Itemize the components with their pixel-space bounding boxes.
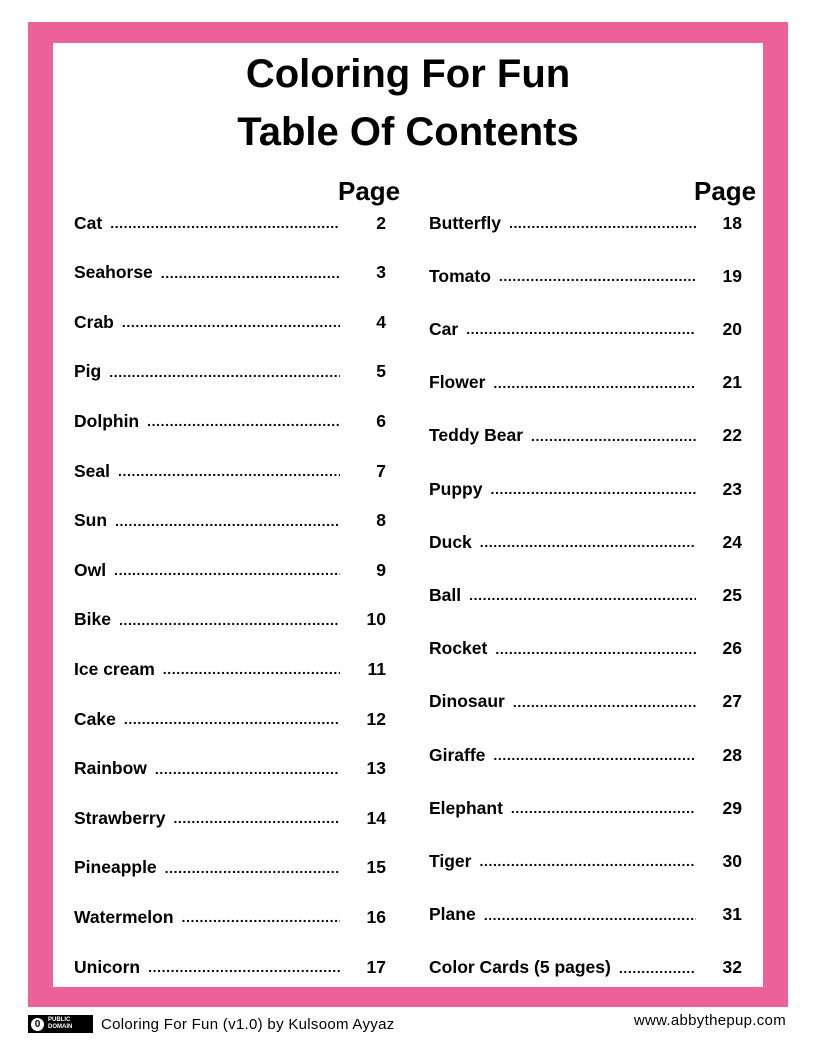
toc-entry [74,558,386,582]
public-domain-text: PUBLIC DOMAIN [48,1017,73,1030]
toc-entry-label: Flower [429,372,486,393]
toc-leader-dots [619,956,696,980]
toc-entry [74,955,386,979]
toc-leader-dots [147,409,340,433]
toc-entry [429,796,742,820]
toc-entry-label: Elephant [429,797,503,818]
toc-entry-page: 6 [376,410,386,431]
toc-leader-dots [182,905,340,929]
toc-entry-page: 7 [376,460,386,481]
title-line-1: Coloring For Fun [245,52,571,96]
toc-leader-dots [122,310,340,334]
toc-entry [429,637,742,661]
toc-entry-page: 22 [722,425,742,446]
toc-entry [429,956,742,980]
toc-leader-dots [479,849,696,873]
toc-leader-dots [155,757,340,781]
toc-entry [74,856,386,880]
toc-entry-page: 31 [722,904,742,925]
toc-entry-label: Rocket [429,638,488,659]
toc-entry-page: 17 [366,956,386,977]
toc-leader-dots [114,558,340,582]
toc-entry-page: 13 [366,758,386,779]
toc-leader-dots [495,637,696,661]
toc-entry-label: Ball [429,584,462,605]
toc-entry-label: Owl [74,559,107,580]
footer-credit: Coloring For Fun (v1.0) by Kulsoom Ayyaz [101,1015,395,1033]
toc-entry-label: Ice cream [74,658,155,679]
toc-entry-label: Bike [74,609,111,630]
footer-website: www.abbythepup.com [633,1012,786,1029]
toc-entry-label: Rainbow [74,758,147,779]
toc-entry [429,690,742,714]
toc-leader-dots [513,690,696,714]
toc-entry [429,530,742,554]
toc-entry-label: Tomato [429,265,491,286]
footer-credit-area [28,1014,395,1034]
toc-entry-page: 8 [376,510,386,531]
toc-entry-page: 12 [366,708,386,729]
toc-leader-dots [480,530,696,554]
public-domain-circle: 0 [31,1018,44,1031]
toc-leader-dots [148,955,340,979]
toc-leader-dots [511,796,696,820]
toc-entry-page: 10 [366,609,386,630]
toc-entry [74,806,386,830]
toc-entry [429,211,742,235]
toc-entry-label: Unicorn [74,956,141,977]
toc-entry [74,509,386,533]
toc-entry-label: Strawberry [74,807,166,828]
toc-entry-page: 18 [722,212,742,233]
toc-leader-dots [118,459,340,483]
toc-entry [429,371,742,395]
toc-leader-dots [493,371,696,395]
toc-entry-label: Car [429,318,459,339]
toc-entry-page: 2 [376,212,386,233]
toc-leader-dots [161,261,340,285]
toc-entry-page: 19 [722,265,742,286]
toc-leader-dots [124,707,340,731]
toc-entry-page: 16 [366,906,386,927]
toc-entry-label: Color Cards (5 pages) [429,957,611,978]
toc-entry-label: Cat [74,212,103,233]
toc-leader-dots [110,211,340,235]
toc-leader-dots [490,477,696,501]
toc-leader-dots [466,317,696,341]
page-header-right: Page [694,176,757,206]
toc-entry [74,657,386,681]
toc-entry [74,211,386,235]
toc-entry [74,608,386,632]
toc-leader-dots [531,424,696,448]
toc-entry-label: Cake [74,708,116,729]
toc-leader-dots [173,806,340,830]
toc-entry [429,264,742,288]
toc-entry-label: Tiger [429,850,472,871]
toc-leader-dots [163,657,340,681]
toc-entry-page: 14 [366,807,386,828]
toc-entry-label: Duck [429,531,472,552]
toc-entry-label: Seahorse [74,262,153,283]
toc-leader-dots [119,608,340,632]
toc-leader-dots [493,743,696,767]
toc-leader-dots [469,583,696,607]
toc-entry [74,707,386,731]
toc-entry-page: 5 [376,361,386,382]
page-header-left: Page [338,176,401,206]
toc-entry [429,743,742,767]
toc-entry [74,360,386,384]
toc-entry [74,459,386,483]
toc-leader-dots [115,509,340,533]
toc-entry-label: Puppy [429,478,483,499]
toc-entry-label: Dinosaur [429,691,505,712]
toc-leader-dots [509,211,696,235]
toc-entry-page: 24 [722,531,742,552]
toc-leader-dots [165,856,340,880]
toc-entry [74,261,386,285]
title-line-2: Table Of Contents [237,110,579,154]
toc-entry-label: Sun [74,510,108,531]
toc-entry-page: 15 [366,857,386,878]
toc-entry-label: Watermelon [74,906,174,927]
toc-entry-page: 26 [722,638,742,659]
toc-entry-page: 3 [376,262,386,283]
toc-entry-label: Seal [74,460,110,481]
toc-entry-page: 30 [722,850,742,871]
toc-entry-page: 11 [367,658,386,679]
toc-entry-page: 9 [376,559,386,580]
toc-entry-label: Pig [74,361,102,382]
toc-entry [74,310,386,334]
toc-entry-page: 32 [722,957,742,978]
toc-leader-dots [109,360,340,384]
public-domain-icon [28,1015,93,1033]
toc-leader-dots [499,264,696,288]
toc-entry [429,317,742,341]
toc-entry [429,903,742,927]
toc-entry-label: Dolphin [74,410,140,431]
toc-entry [74,757,386,781]
toc-entry-label: Pineapple [74,857,157,878]
toc-entry-label: Teddy Bear [429,425,524,446]
toc-entry-page: 20 [722,318,742,339]
toc-entry [74,905,386,929]
toc-entry-page: 23 [722,478,742,499]
toc-entry-page: 25 [722,584,742,605]
toc-entry-page: 27 [722,691,742,712]
toc-entry-label: Crab [74,311,114,332]
toc-entry-page: 29 [722,797,742,818]
toc-entry-page: 28 [722,744,742,765]
toc-entry-label: Plane [429,904,476,925]
toc-entry [74,409,386,433]
toc-entry [429,583,742,607]
toc-entry [429,849,742,873]
toc-entry [429,424,742,448]
toc-entry-label: Butterfly [429,212,501,233]
toc-entry-page: 21 [722,372,742,393]
toc-leader-dots [484,903,696,927]
toc-entry-page: 4 [376,311,386,332]
toc-entry-label: Giraffe [429,744,486,765]
toc-entry [429,477,742,501]
